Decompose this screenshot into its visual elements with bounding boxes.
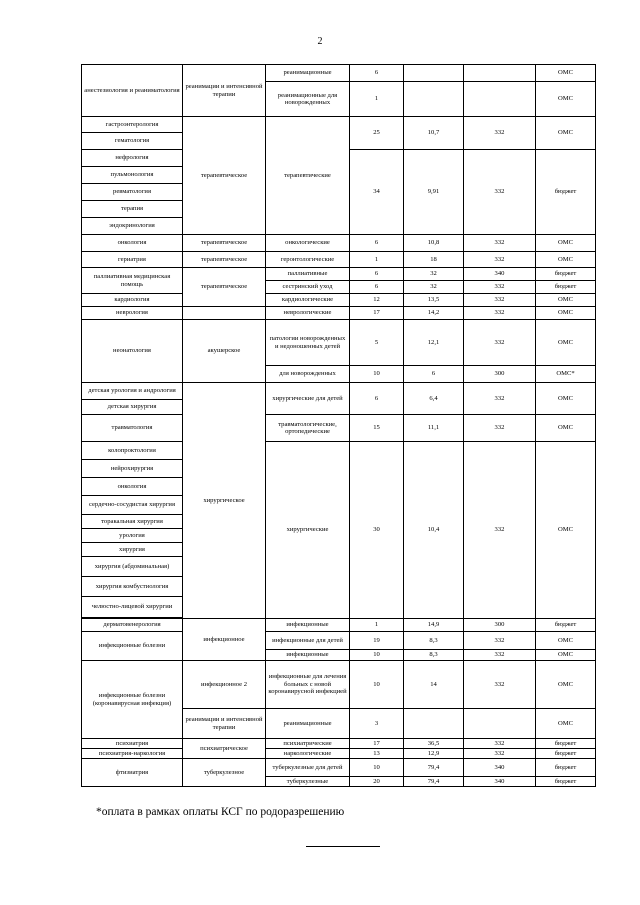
days-cell: 332 bbox=[464, 415, 536, 442]
table-row bbox=[82, 661, 596, 709]
profile-cell: неонатология bbox=[82, 320, 183, 383]
profile-cell: психиатрия bbox=[82, 739, 183, 749]
table-row bbox=[82, 619, 596, 632]
profile-cell: хирургия (абдоминальная) bbox=[82, 557, 183, 577]
days-cell: 332 bbox=[464, 650, 536, 661]
days-cell: 332 bbox=[464, 281, 536, 294]
duration-cell: 12,1 bbox=[404, 320, 464, 366]
beds-cell: 1 bbox=[350, 619, 404, 632]
days-cell: 332 bbox=[464, 632, 536, 650]
profile-cell: детская хирургия bbox=[82, 400, 183, 415]
department-cell bbox=[183, 307, 266, 320]
profile-cell: урология bbox=[82, 529, 183, 543]
table-row bbox=[82, 235, 596, 252]
funding-cell: ОМС bbox=[536, 650, 596, 661]
bed-profile-cell: онкологические bbox=[266, 235, 350, 252]
funding-cell: ОМС bbox=[536, 320, 596, 366]
funding-cell: ОМС bbox=[536, 65, 596, 82]
duration-cell: 6,4 bbox=[404, 383, 464, 415]
bed-profile-cell: реанимационные bbox=[266, 709, 350, 739]
department-cell: реанимации и интенсивной терапии bbox=[183, 65, 266, 117]
bed-profile-cell: туберкулезные bbox=[266, 777, 350, 787]
duration-cell: 10,4 bbox=[404, 442, 464, 619]
department-cell: психиатрическое bbox=[183, 739, 266, 759]
days-cell: 332 bbox=[464, 739, 536, 749]
profile-cell: торакальная хирургия bbox=[82, 515, 183, 529]
beds-cell: 25 bbox=[350, 117, 404, 150]
duration-cell: 12,9 bbox=[404, 749, 464, 759]
profile-cell: гематология bbox=[82, 133, 183, 150]
duration-cell: 13,5 bbox=[404, 294, 464, 307]
department-cell: туберкулезное bbox=[183, 759, 266, 787]
funding-cell: ОМС bbox=[536, 235, 596, 252]
duration-cell: 14,9 bbox=[404, 619, 464, 632]
duration-cell bbox=[404, 65, 464, 82]
days-cell: 332 bbox=[464, 294, 536, 307]
funding-cell: ОМС bbox=[536, 442, 596, 619]
funding-cell: ОМС bbox=[536, 632, 596, 650]
profile-cell: психиатрия-наркология bbox=[82, 749, 183, 759]
footnote: *оплата в рамках оплаты КСГ по родоразрешению bbox=[96, 806, 345, 818]
profile-cell: неврология bbox=[82, 307, 183, 320]
funding-cell: ОМС bbox=[536, 661, 596, 709]
profile-cell: инфекционные болезни bbox=[82, 632, 183, 661]
funding-cell: бюджет bbox=[536, 150, 596, 235]
beds-cell: 6 bbox=[350, 235, 404, 252]
duration-cell: 14,2 bbox=[404, 307, 464, 320]
days-cell: 340 bbox=[464, 759, 536, 777]
table-row bbox=[82, 307, 596, 320]
bed-profile-cell: патологии новорожденных и недоношенных детей bbox=[266, 320, 350, 366]
funding-cell: ОМС bbox=[536, 383, 596, 415]
beds-cell: 10 bbox=[350, 366, 404, 383]
profile-cell: инфекционные болезни (коронавирусная инфекция) bbox=[82, 661, 183, 739]
profile-cell: эндокринология bbox=[82, 218, 183, 235]
duration-cell: 32 bbox=[404, 281, 464, 294]
funding-cell: бюджет bbox=[536, 759, 596, 777]
table-row bbox=[82, 65, 596, 82]
funding-cell: бюджет bbox=[536, 268, 596, 281]
profile-cell: колопроктология bbox=[82, 442, 183, 460]
table-row bbox=[82, 320, 596, 366]
profile-cell: травматология bbox=[82, 415, 183, 442]
duration-cell: 32 bbox=[404, 268, 464, 281]
beds-cell: 30 bbox=[350, 442, 404, 619]
department-cell: терапевтическое bbox=[183, 235, 266, 252]
bed-profile-cell: инфекционные bbox=[266, 619, 350, 632]
profile-cell: ревматология bbox=[82, 184, 183, 201]
bed-profile-cell: психиатрические bbox=[266, 739, 350, 749]
days-cell: 300 bbox=[464, 619, 536, 632]
beds-cell: 6 bbox=[350, 281, 404, 294]
days-cell: 332 bbox=[464, 661, 536, 709]
table-row bbox=[82, 632, 596, 650]
table-row bbox=[82, 383, 596, 400]
department-cell: терапевтическое bbox=[183, 268, 266, 307]
bed-profile-cell: терапевтические bbox=[266, 117, 350, 235]
days-cell: 340 bbox=[464, 268, 536, 281]
days-cell: 332 bbox=[464, 252, 536, 268]
department-cell: инфекционное 2 bbox=[183, 661, 266, 709]
duration-cell: 6 bbox=[404, 366, 464, 383]
duration-cell bbox=[404, 82, 464, 117]
beds-cell: 6 bbox=[350, 268, 404, 281]
duration-cell: 10,7 bbox=[404, 117, 464, 150]
profile-cell: кардиология bbox=[82, 294, 183, 307]
profile-cell: дерматовенерология bbox=[82, 619, 183, 632]
duration-cell: 10,8 bbox=[404, 235, 464, 252]
beds-cell: 10 bbox=[350, 759, 404, 777]
days-cell: 332 bbox=[464, 150, 536, 235]
profile-cell: паллиативная медицинская помощь bbox=[82, 268, 183, 294]
beds-cell: 13 bbox=[350, 749, 404, 759]
bed-profile-cell: туберкулезные для детей bbox=[266, 759, 350, 777]
beds-cell: 10 bbox=[350, 650, 404, 661]
profile-cell: терапия bbox=[82, 201, 183, 218]
department-cell: акушерское bbox=[183, 320, 266, 383]
funding-cell: ОМС bbox=[536, 294, 596, 307]
table-row bbox=[82, 739, 596, 749]
beds-cell: 15 bbox=[350, 415, 404, 442]
table-row bbox=[82, 749, 596, 759]
beds-cell: 5 bbox=[350, 320, 404, 366]
profile-cell: онкология bbox=[82, 235, 183, 252]
beds-cell: 19 bbox=[350, 632, 404, 650]
duration-cell: 8,3 bbox=[404, 632, 464, 650]
bed-fund-table bbox=[81, 64, 596, 787]
profile-cell: детская урология и андрология bbox=[82, 383, 183, 400]
profile-cell: онкология bbox=[82, 478, 183, 496]
beds-cell: 17 bbox=[350, 739, 404, 749]
days-cell bbox=[464, 82, 536, 117]
funding-cell: ОМС bbox=[536, 307, 596, 320]
bed-profile-cell: кардиологические bbox=[266, 294, 350, 307]
bed-profile-cell: геронтологические bbox=[266, 252, 350, 268]
duration-cell bbox=[404, 709, 464, 739]
bed-profile-cell: хирургические для детей bbox=[266, 383, 350, 415]
profile-cell: гастроэнтерология bbox=[82, 117, 183, 133]
bed-profile-cell: инфекционные для лечения больных с новой коронавирусной инфекцией bbox=[266, 661, 350, 709]
profile-cell: пульмонология bbox=[82, 167, 183, 184]
profile-cell: челюстно-лицевой хирургии bbox=[82, 597, 183, 618]
days-cell: 340 bbox=[464, 777, 536, 787]
days-cell: 300 bbox=[464, 366, 536, 383]
funding-cell: ОМС bbox=[536, 117, 596, 150]
beds-cell: 6 bbox=[350, 383, 404, 415]
table-row bbox=[82, 252, 596, 268]
duration-cell: 11,1 bbox=[404, 415, 464, 442]
days-cell: 332 bbox=[464, 383, 536, 415]
bed-profile-cell: хирургические bbox=[266, 442, 350, 619]
table-row bbox=[82, 415, 596, 442]
funding-cell: ОМС* bbox=[536, 366, 596, 383]
days-cell: 332 bbox=[464, 442, 536, 619]
department-cell: инфекционное bbox=[183, 619, 266, 661]
funding-cell: ОМС bbox=[536, 82, 596, 117]
department-cell: хирургическое bbox=[183, 383, 266, 619]
profile-cell: гериатрия bbox=[82, 252, 183, 268]
bed-profile-cell: травматологические, ортопедические bbox=[266, 415, 350, 442]
department-cell: терапевтическое bbox=[183, 117, 266, 235]
days-cell bbox=[464, 709, 536, 739]
beds-cell: 10 bbox=[350, 661, 404, 709]
beds-cell: 12 bbox=[350, 294, 404, 307]
funding-cell: ОМС bbox=[536, 252, 596, 268]
table-row bbox=[82, 759, 596, 777]
department-cell: реанимации и интенсивной терапии bbox=[183, 709, 266, 739]
profile-cell: нефрология bbox=[82, 150, 183, 167]
bed-profile-cell: реанимационные для новорожденных bbox=[266, 82, 350, 117]
table-row bbox=[82, 268, 596, 281]
days-cell: 332 bbox=[464, 320, 536, 366]
table-row bbox=[82, 442, 596, 460]
funding-cell: ОМС bbox=[536, 415, 596, 442]
signature-line bbox=[306, 846, 380, 847]
duration-cell: 36,5 bbox=[404, 739, 464, 749]
bed-profile-cell: инфекционные для детей bbox=[266, 632, 350, 650]
funding-cell: ОМС bbox=[536, 709, 596, 739]
duration-cell: 8,3 bbox=[404, 650, 464, 661]
profile-cell: анестезиология и реаниматология bbox=[82, 65, 183, 117]
days-cell: 332 bbox=[464, 117, 536, 150]
bed-profile-cell: наркологические bbox=[266, 749, 350, 759]
bed-profile-cell: инфекционные bbox=[266, 650, 350, 661]
beds-cell: 6 bbox=[350, 65, 404, 82]
beds-cell: 1 bbox=[350, 252, 404, 268]
bed-profile-cell: паллиативные bbox=[266, 268, 350, 281]
beds-cell: 20 bbox=[350, 777, 404, 787]
bed-profile-cell: для новорожденных bbox=[266, 366, 350, 383]
profile-cell: фтизиатрия bbox=[82, 759, 183, 787]
duration-cell: 14 bbox=[404, 661, 464, 709]
duration-cell: 79,4 bbox=[404, 777, 464, 787]
department-cell: терапевтическое bbox=[183, 252, 266, 268]
profile-cell: сердечно-сосудистая хирургия bbox=[82, 496, 183, 515]
profile-cell: хирургия bbox=[82, 543, 183, 557]
beds-cell: 17 bbox=[350, 307, 404, 320]
page-number: 2 bbox=[317, 36, 323, 47]
funding-cell: бюджет bbox=[536, 777, 596, 787]
funding-cell: бюджет bbox=[536, 739, 596, 749]
table-row bbox=[82, 117, 596, 133]
profile-cell: хирургия комбустиология bbox=[82, 577, 183, 597]
bed-profile-cell: неврологические bbox=[266, 307, 350, 320]
table-row bbox=[82, 294, 596, 307]
days-cell: 332 bbox=[464, 749, 536, 759]
bed-profile-cell: сестринский уход bbox=[266, 281, 350, 294]
beds-cell: 34 bbox=[350, 150, 404, 235]
beds-cell: 1 bbox=[350, 82, 404, 117]
beds-cell: 3 bbox=[350, 709, 404, 739]
funding-cell: бюджет bbox=[536, 619, 596, 632]
days-cell: 332 bbox=[464, 307, 536, 320]
duration-cell: 79,4 bbox=[404, 759, 464, 777]
days-cell: 332 bbox=[464, 235, 536, 252]
days-cell bbox=[464, 65, 536, 82]
bed-profile-cell: реанимационные bbox=[266, 65, 350, 82]
funding-cell: бюджет bbox=[536, 749, 596, 759]
duration-cell: 18 bbox=[404, 252, 464, 268]
duration-cell: 9,91 bbox=[404, 150, 464, 235]
funding-cell: бюджет bbox=[536, 281, 596, 294]
profile-cell: нейрохирургия bbox=[82, 460, 183, 478]
